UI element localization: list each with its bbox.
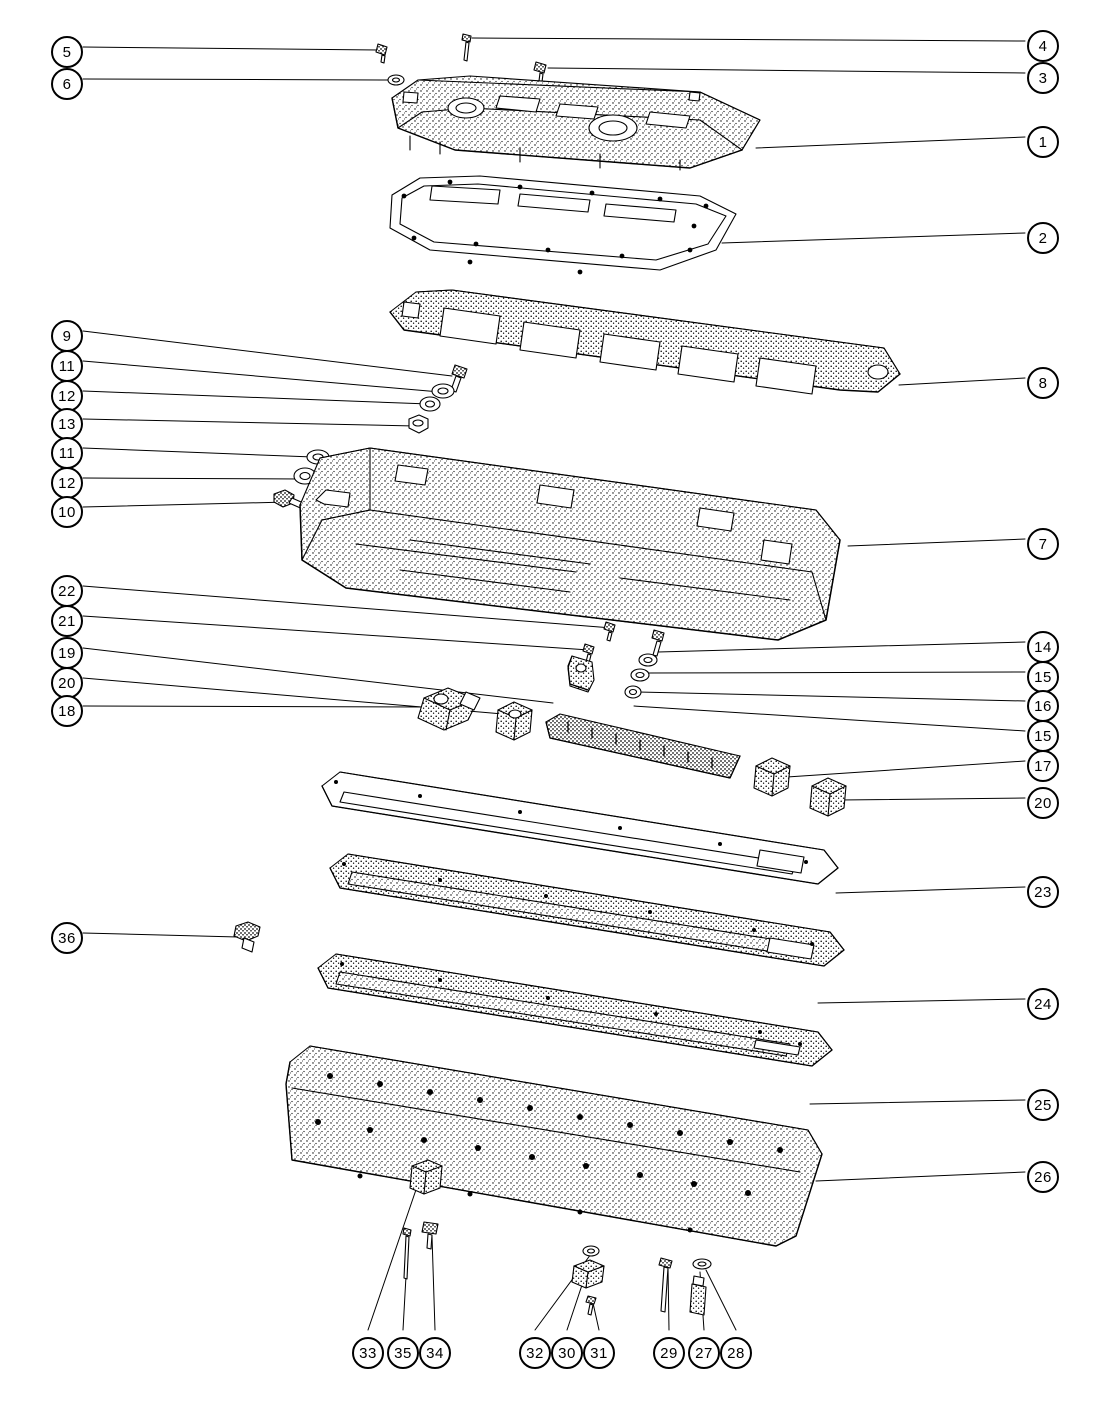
callout-21: 21 bbox=[51, 605, 83, 637]
callout-31: 31 bbox=[583, 1337, 615, 1369]
callout-3: 3 bbox=[1027, 62, 1059, 94]
part-18-fitting bbox=[418, 688, 480, 730]
callout-10: 10 bbox=[51, 496, 83, 528]
callout-16: 16 bbox=[1027, 690, 1059, 722]
callout-35: 35 bbox=[387, 1337, 419, 1369]
callout-11-lower: 11 bbox=[51, 437, 83, 469]
part-7-cylinder-head bbox=[300, 448, 840, 640]
callout-24: 24 bbox=[1027, 988, 1059, 1020]
callout-23: 23 bbox=[1027, 876, 1059, 908]
callout-1: 1 bbox=[1027, 126, 1059, 158]
part-20-clamp-left bbox=[496, 702, 532, 740]
callout-15-lower: 15 bbox=[1027, 720, 1059, 752]
callout-2: 2 bbox=[1027, 222, 1059, 254]
callout-22: 22 bbox=[51, 575, 83, 607]
part-11-washer-upper bbox=[432, 384, 454, 398]
part-19-bracket bbox=[568, 656, 594, 692]
part-22-screw bbox=[604, 622, 615, 641]
part-35-pin bbox=[403, 1228, 411, 1279]
callout-20-right: 20 bbox=[1027, 787, 1059, 819]
callout-4: 4 bbox=[1027, 30, 1059, 62]
part-8-manifold-plate bbox=[390, 290, 900, 394]
callout-25: 25 bbox=[1027, 1089, 1059, 1121]
callout-12-lower: 12 bbox=[51, 467, 83, 499]
part-29-bolt bbox=[659, 1258, 672, 1312]
callout-6: 6 bbox=[51, 68, 83, 100]
callout-32: 32 bbox=[519, 1337, 551, 1369]
callout-13: 13 bbox=[51, 408, 83, 440]
callout-33: 33 bbox=[352, 1337, 384, 1369]
callout-8: 8 bbox=[1027, 367, 1059, 399]
part-15-washer-lower bbox=[625, 686, 641, 698]
part-6-washer bbox=[388, 75, 404, 85]
callout-11-upper: 11 bbox=[51, 350, 83, 382]
part-2-gasket bbox=[390, 176, 736, 274]
callout-9: 9 bbox=[51, 320, 83, 352]
part-36-screw bbox=[234, 922, 260, 952]
callout-27: 27 bbox=[688, 1337, 720, 1369]
part-30-bracket bbox=[572, 1260, 604, 1288]
callout-5: 5 bbox=[51, 36, 83, 68]
callout-36: 36 bbox=[51, 922, 83, 954]
callout-26: 26 bbox=[1027, 1161, 1059, 1193]
callout-28: 28 bbox=[720, 1337, 752, 1369]
part-27-bolt bbox=[690, 1276, 706, 1315]
part-31-screw bbox=[586, 1296, 596, 1315]
callout-17: 17 bbox=[1027, 750, 1059, 782]
callout-19: 19 bbox=[51, 637, 83, 669]
part-4-bolt bbox=[462, 34, 471, 61]
part-33-clip bbox=[410, 1160, 442, 1194]
callout-18: 18 bbox=[51, 695, 83, 727]
part-16-washer bbox=[631, 669, 649, 681]
part-26-base-plate bbox=[286, 1046, 822, 1246]
part-28-washer bbox=[693, 1259, 711, 1269]
part-20-clamp-right bbox=[810, 778, 846, 816]
callout-15-upper: 15 bbox=[1027, 661, 1059, 693]
part-12-washer-upper bbox=[420, 397, 440, 411]
part-13-nut bbox=[409, 415, 428, 433]
callout-7: 7 bbox=[1027, 528, 1059, 560]
part-34-washer bbox=[422, 1222, 438, 1249]
part-15-washer-upper bbox=[639, 654, 657, 666]
part-3-screw bbox=[534, 62, 546, 82]
callout-30: 30 bbox=[551, 1337, 583, 1369]
callout-34: 34 bbox=[419, 1337, 451, 1369]
callout-12-upper: 12 bbox=[51, 380, 83, 412]
part-25-plate bbox=[318, 954, 832, 1066]
part-1-valve-cover bbox=[392, 76, 760, 170]
part-20-clamp-mid bbox=[754, 758, 790, 796]
callout-14: 14 bbox=[1027, 631, 1059, 663]
part-32-washer bbox=[583, 1246, 599, 1256]
callout-20-left: 20 bbox=[51, 667, 83, 699]
part-17-rail bbox=[546, 714, 740, 778]
part-5-screw bbox=[376, 44, 387, 63]
callout-29: 29 bbox=[653, 1337, 685, 1369]
